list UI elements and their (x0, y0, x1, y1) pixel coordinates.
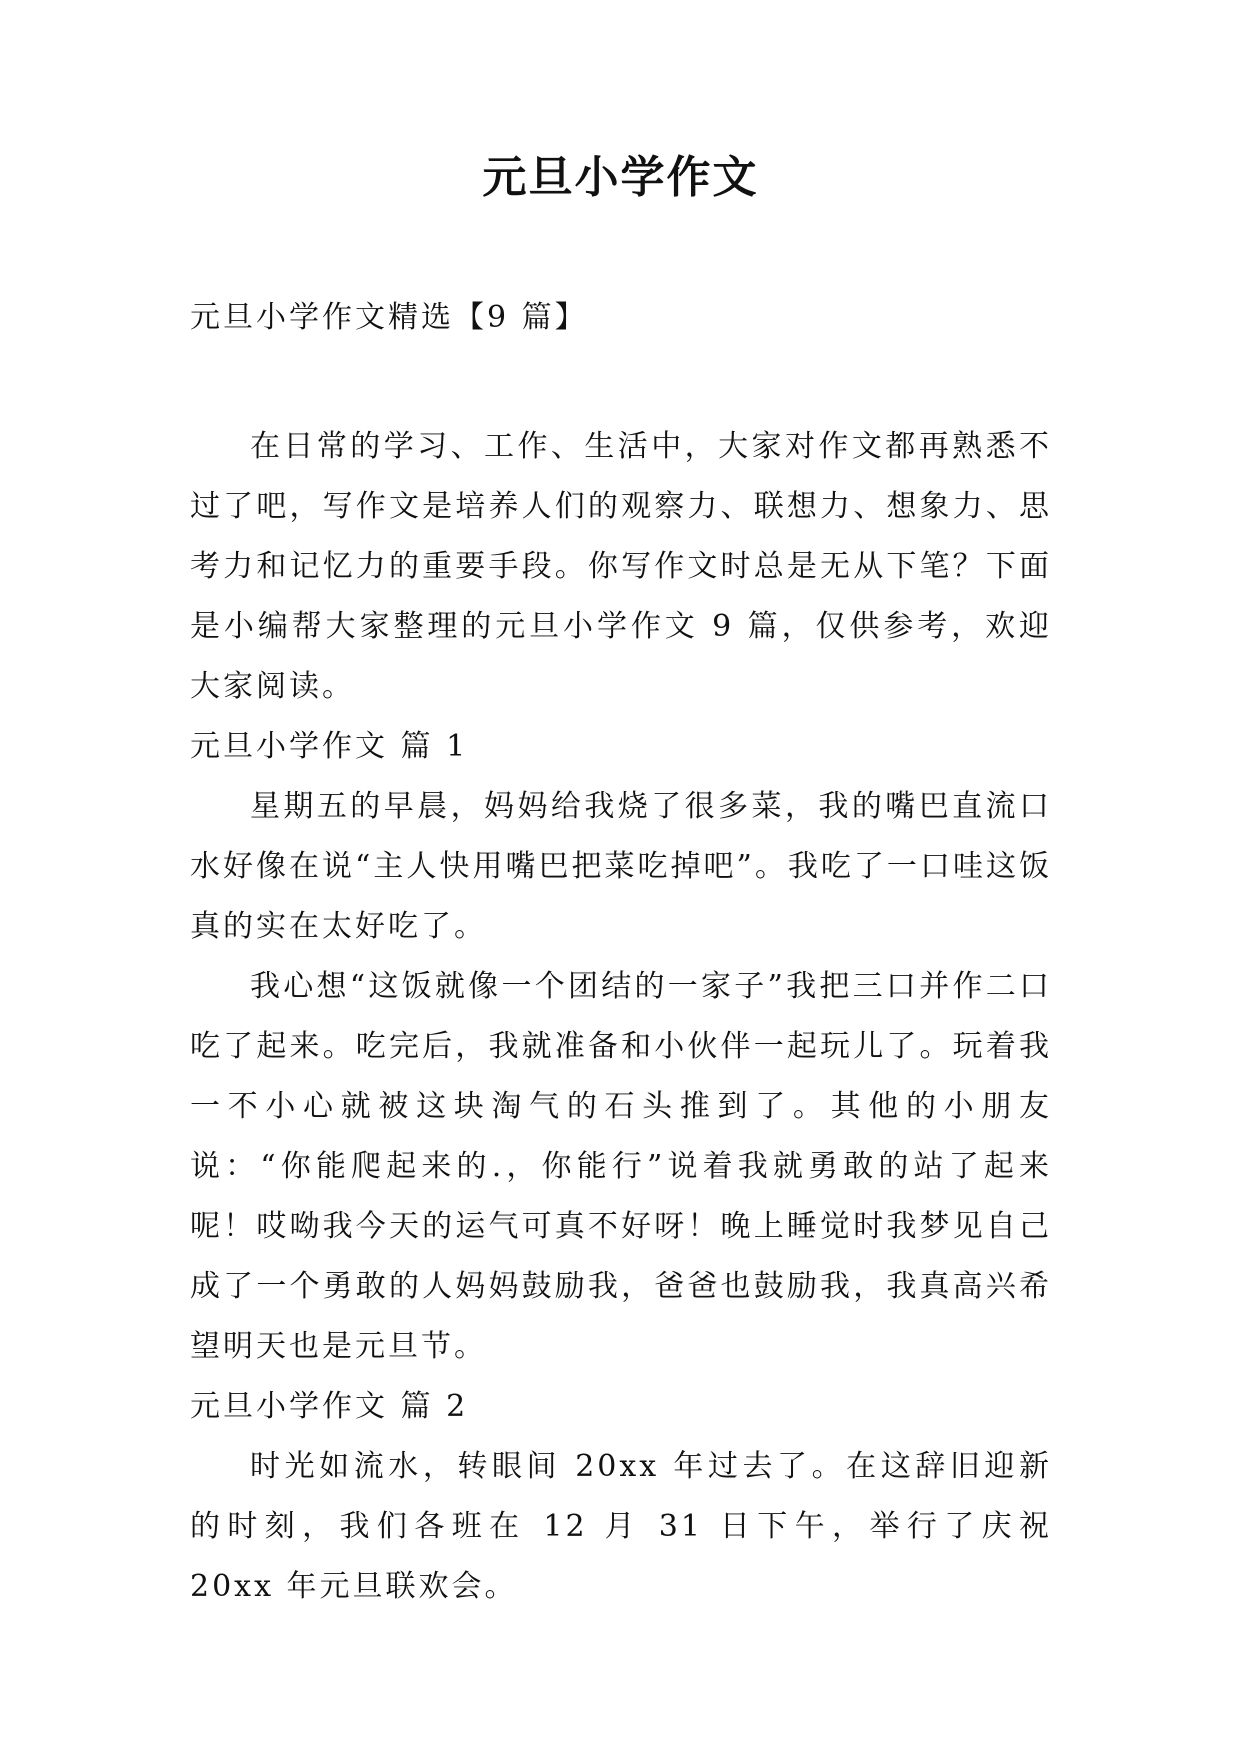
document-body (190, 288, 1052, 1617)
section-heading-1: 元旦小学作文 篇 1 (190, 729, 469, 764)
document-title: 元旦小学作文 (482, 152, 759, 203)
intro-paragraph: 在日常的学习、工作、生活中，大家对作文都再熟悉不过了吧，写作文是培养人们的观察力、联想力、想象力、思考力和记忆力的重要手段。你写作文时总是无从下笔？下面是小编帮大家整理的元旦小学作文 9 篇，仅供参考，欢迎大家阅读。 (190, 429, 1052, 704)
section-1-paragraph-2: 我心想“这饭就像一个团结的一家子”我把三口并作二口吃了起来。吃完后，我就准备和小伙伴一起玩儿了。玩着我一不小心就被这块淘气的石头推到了。其他的小朋友说：“你能爬起来的.，你能行”说着我就勇敢的站了起来呢！哎呦我今天的运气可真不好呀！晚上睡觉时我梦见自己成了一个勇敢的人妈妈鼓励我，爸爸也鼓励我，我真高兴希望明天也是元旦节。 (190, 969, 1052, 1364)
section-2-paragraph-1: 时光如流水，转眼间 20xx 年过去了。在这辞旧迎新的时刻，我们各班在 12 月 31 日下午，举行了庆祝 20xx 年元旦联欢会。 (190, 1449, 1052, 1604)
section-heading-2: 元旦小学作文 篇 2 (190, 1389, 469, 1424)
document-subtitle: 元旦小学作文精选【9 篇】 (190, 300, 588, 335)
section-1-paragraph-1: 星期五的早晨，妈妈给我烧了很多菜，我的嘴巴直流口水好像在说“主人快用嘴巴把菜吃掉吧”。我吃了一口哇这饭真的实在太好吃了。 (190, 789, 1052, 944)
